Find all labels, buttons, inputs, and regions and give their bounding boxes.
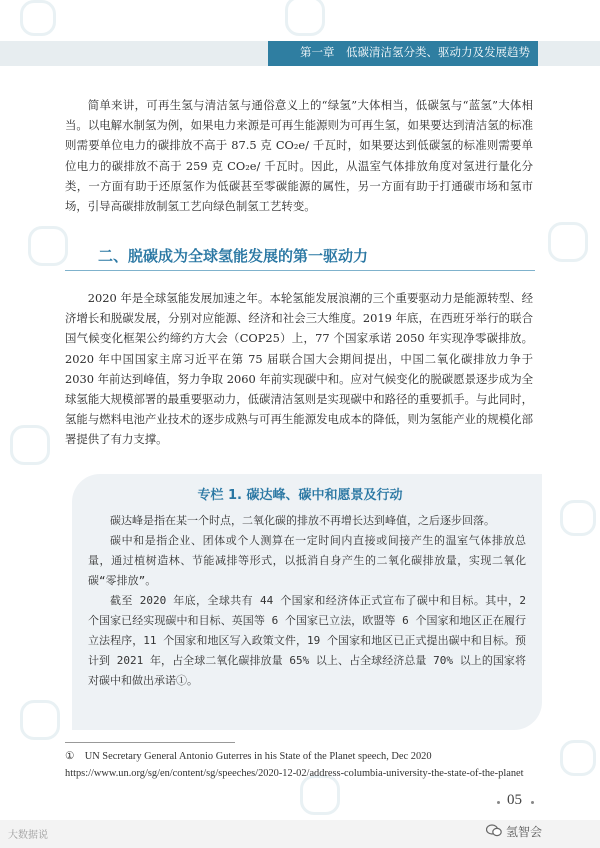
section-divider [65,270,535,271]
watermark-right: 氢智会 [506,825,543,839]
footnote: ① UN Secretary General Antonio Guterres in his State of the Planet speech, Dec 2020 https://www.un.org/sg/en/content/sg/speeches/2020-12-02/address-columbia-university-the-state-of-the-planet [65,751,524,779]
section-title: 二、脱碳成为全球氢能发展的第一驱动力 [98,247,369,265]
section-paragraph: 2020 年是全球氢能发展加速之年。本轮氢能发展浪潮的三个重要驱动力是能源转型、经济增长和脱碳发展，分别对应能源、经济和社会三大维度。2019 年底，在西班牙举行的联合国气候变化框架公约缔约方大会（COP25）上，77 个国家承诺 2050 年实现净零碳排放。2020 年中国国家主席习近平在第 75 届联合国大会期间提出，中国二氧化碳排放力争于 2030 年前达到峰值，努力争取 2060 年前实现碳中和。应对气候变化的脱碳愿景逐步成为全球氢能大规模部署的最重要驱动力，低碳清洁氢则是实现碳中和路径的重要抓手。与此同时，氢能与燃料电池产业技术的逐步成熟与可再生能源发电成本的降低，则为氢能产业的规模化部署提供了有力支撑。 [65,291,533,447]
sidebar-title: 专栏 1. 碳达峰、碳中和愿景及行动 [197,488,403,503]
page-number-dot [531,801,534,804]
chat-bubble-icon [486,824,502,837]
sidebar-paragraph-1: 碳达峰是指在某一个时点，二氧化碳的排放不再增长达到峰值，之后逐步回落。 [110,514,495,527]
intro-paragraph: 简单来讲，可再生氢与清洁氢与通俗意义上的“绿氢”大体相当，低碳氢与“蓝氢”大体相当。以电解水制氢为例，如果电力来源是可再生能源则为可再生氢，如果要达到清洁氢的标准则需要单位电力的碳排放不高于 87.5 克 CO₂e/ 千瓦时，如果要达到低碳氢的标准则需要单位电力的碳排放不高于 259 克 CO₂e/ 千瓦时。因此，从温室气体排放角度对氢进行量化分类，一方面有助于还原氢作为低碳甚至零碳能源的属性，另一方面有助于打通碳市场和氢市场，引导高碳排放制氢工艺向绿色制氢工艺转变。 [65,98,533,214]
page-number: 05 [507,792,522,808]
footnote-divider [65,742,235,743]
watermark-shape [285,0,325,36]
watermark-shape [548,222,588,262]
sidebar-paragraph-2: 碳中和是指企业、团体或个人测算在一定时间内直接或间接产生的温室气体排放总量，通过植树造林、节能减排等形式，以抵消自身产生的二氧化碳排放量，实现二氧化碳“零排放”。 [88,534,526,587]
watermark-shape [560,500,596,536]
chapter-header: 第一章 低碳清洁氢分类、驱动力及发展趋势 [268,41,538,66]
watermark-shape [560,740,596,776]
sidebar-paragraph-3: 截至 2020 年底，全球共有 44 个国家和经济体正式宣布了碳中和目标。其中，2 个国家已经实现碳中和目标、英国等 6 个国家已立法，欧盟等 6 个国家和地区正在履行立法程序，11 个国家和地区写入政策文件，19 个国家和地区已正式提出碳中和目标。预计到 2021 年，占全球二氧化碳排放量 65% 以上、占全球经济总量 70% 以上的国家将对碳中和做出承诺①。 [88,594,526,687]
watermark-shape [10,425,50,465]
watermark-shape [20,700,60,740]
watermark-left: 大数据说 [8,830,48,841]
watermark-shape [20,0,56,36]
page-number-dot [497,801,500,804]
watermark-shape [28,226,68,266]
